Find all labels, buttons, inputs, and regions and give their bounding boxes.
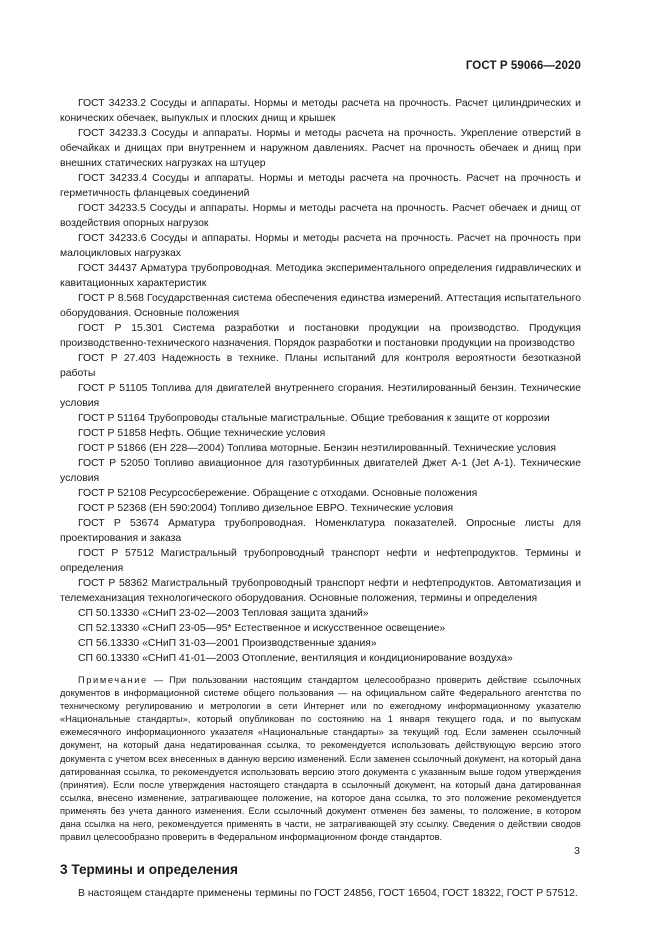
note-text: — При пользовании настоящим стандартом целесообразно проверить действие ссылочных документов в информационной системе общего пользования — на официальном сайте Федерального агентства по техническому регулированию и метрологии в сети Интернет или по ежегодному информационному указателю «Национальные стандарты», который опубликован по состоянию на 1 января текущего года, и по выпускам ежемесячного информационного указателя «Национальные стандарты» за текущий год. Если заменен ссылочный документ, на который дана недатированная ссылка, то рекомендуется использовать действующую версию этого документа с учетом всех внесенных в данную версию изменений. Если заменен ссылочный документ, на который дана датированная ссылка, то рекомендуется использовать версию этого документа с указанным выше годом утверждения (принятия). Если после утверждения настоящего стандарта в ссылочный документ, на который дана датированная ссылка, внесено изменение, затрагивающее положение, на которое дана ссылка, то это положение рекомендуется применять без учета данного изменения. Если ссылочный документ отменен без замены, то положение, в котором дана ссылка на него, рекомендуется применять в части, не затрагивающей эту ссылку. Сведения о действии сводов правил целесообразно проверить в Федеральном информационном фонде стандартов. <box>60 675 581 843</box>
section-terms-text: В настоящем стандарте применены термины по ГОСТ 24856, ГОСТ 16504, ГОСТ 18322, ГОСТ Р 57512. <box>78 888 578 900</box>
reference-item: ГОСТ Р 57512 Магистральный трубопроводный транспорт нефти и нефтепродуктов. Термины и определения <box>60 548 581 574</box>
reference-item: ГОСТ Р 58362 Магистральный трубопроводный транспорт нефти и нефтепродуктов. Автоматизация и телемеханизация технологического оборудования. Основные положения, термины и определения <box>60 578 581 604</box>
references-note <box>60 674 581 844</box>
reference-item: ГОСТ 34233.6 Сосуды и аппараты. Нормы и методы расчета на прочность. Расчет на прочность при малоцикловых нагрузках <box>60 233 581 259</box>
reference-item: СП 50.13330 «СНиП 23-02—2003 Тепловая защита зданий» <box>78 608 369 619</box>
document-header: ГОСТ Р 59066—2020 <box>465 60 581 72</box>
reference-item: СП 52.13330 «СНиП 23-05—95* Естественное и искусственное освещение» <box>78 623 446 634</box>
note-label: Примечание <box>78 675 148 685</box>
reference-item: ГОСТ Р 15.301 Система разработки и постановки продукции на производство. Продукция производственно-технического назначения. Порядок разработки и постановки продукции на производство <box>60 323 581 349</box>
reference-item: ГОСТ 34233.3 Сосуды и аппараты. Нормы и методы расчета на прочность. Укрепление отверстий в обечайках и днищах при внутреннем и наружном давлениях. Расчет на прочность обечаек и днищ при внешних статических нагрузках на штуцер <box>60 128 581 169</box>
reference-item: ГОСТ 34437 Арматура трубопроводная. Методика экспериментального определения гидравлических и кавитационных характеристик <box>60 263 581 289</box>
reference-item: ГОСТ Р 8.568 Государственная система обеспечения единства измерений. Аттестация испытательного оборудования. Основные положения <box>60 293 581 319</box>
page-number: 3 <box>574 845 580 857</box>
reference-item: СП 60.13330 «СНиП 41-01—2003 Отопление, вентиляция и кондиционирование воздуха» <box>78 653 513 664</box>
reference-item: ГОСТ Р 51866 (ЕН 228—2004) Топлива моторные. Бензин неэтилированный. Технические условия <box>78 443 557 454</box>
reference-item: ГОСТ Р 51105 Топлива для двигателей внутреннего сгорания. Неэтилированный бензин. Технические условия <box>60 383 581 409</box>
reference-item: ГОСТ Р 51858 Нефть. Общие технические условия <box>78 428 326 439</box>
reference-item: ГОСТ 34233.5 Сосуды и аппараты. Нормы и методы расчета на прочность. Расчет обечаек и днищ от воздействия опорных нагрузок <box>60 203 581 229</box>
reference-item: СП 56.13330 «СНиП 31-03—2001 Производственные здания» <box>78 638 377 649</box>
reference-item: ГОСТ Р 53674 Арматура трубопроводная. Номенклатура показателей. Опросные листы для проектирования и заказа <box>60 518 581 544</box>
reference-item: ГОСТ Р 52368 (ЕН 590:2004) Топливо дизельное ЕВРО. Технические условия <box>78 503 454 514</box>
reference-item: ГОСТ 34233.4 Сосуды и аппараты. Нормы и методы расчета на прочность. Расчет на прочность и герметичность фланцевых соединений <box>60 173 581 199</box>
reference-item: ГОСТ Р 52108 Ресурсосбережение. Обращение с отходами. Основные положения <box>78 488 478 499</box>
page-content <box>60 96 581 901</box>
section-title-terms: 3 Термины и определения <box>60 862 238 878</box>
normative-references-list <box>60 96 581 666</box>
reference-item: ГОСТ 34233.2 Сосуды и аппараты. Нормы и методы расчета на прочность. Расчет цилиндрических и конических обечаек, выпуклых и плоских днищ и крышек <box>60 98 581 124</box>
reference-item: ГОСТ Р 52050 Топливо авиационное для газотурбинных двигателей Джет А-1 (Jet А-1). Технические условия <box>60 458 581 484</box>
reference-item: ГОСТ Р 27.403 Надежность в технике. Планы испытаний для контроля вероятности безотказной работы <box>60 353 581 379</box>
reference-item: ГОСТ Р 51164 Трубопроводы стальные магистральные. Общие требования к защите от коррозии <box>78 413 550 424</box>
